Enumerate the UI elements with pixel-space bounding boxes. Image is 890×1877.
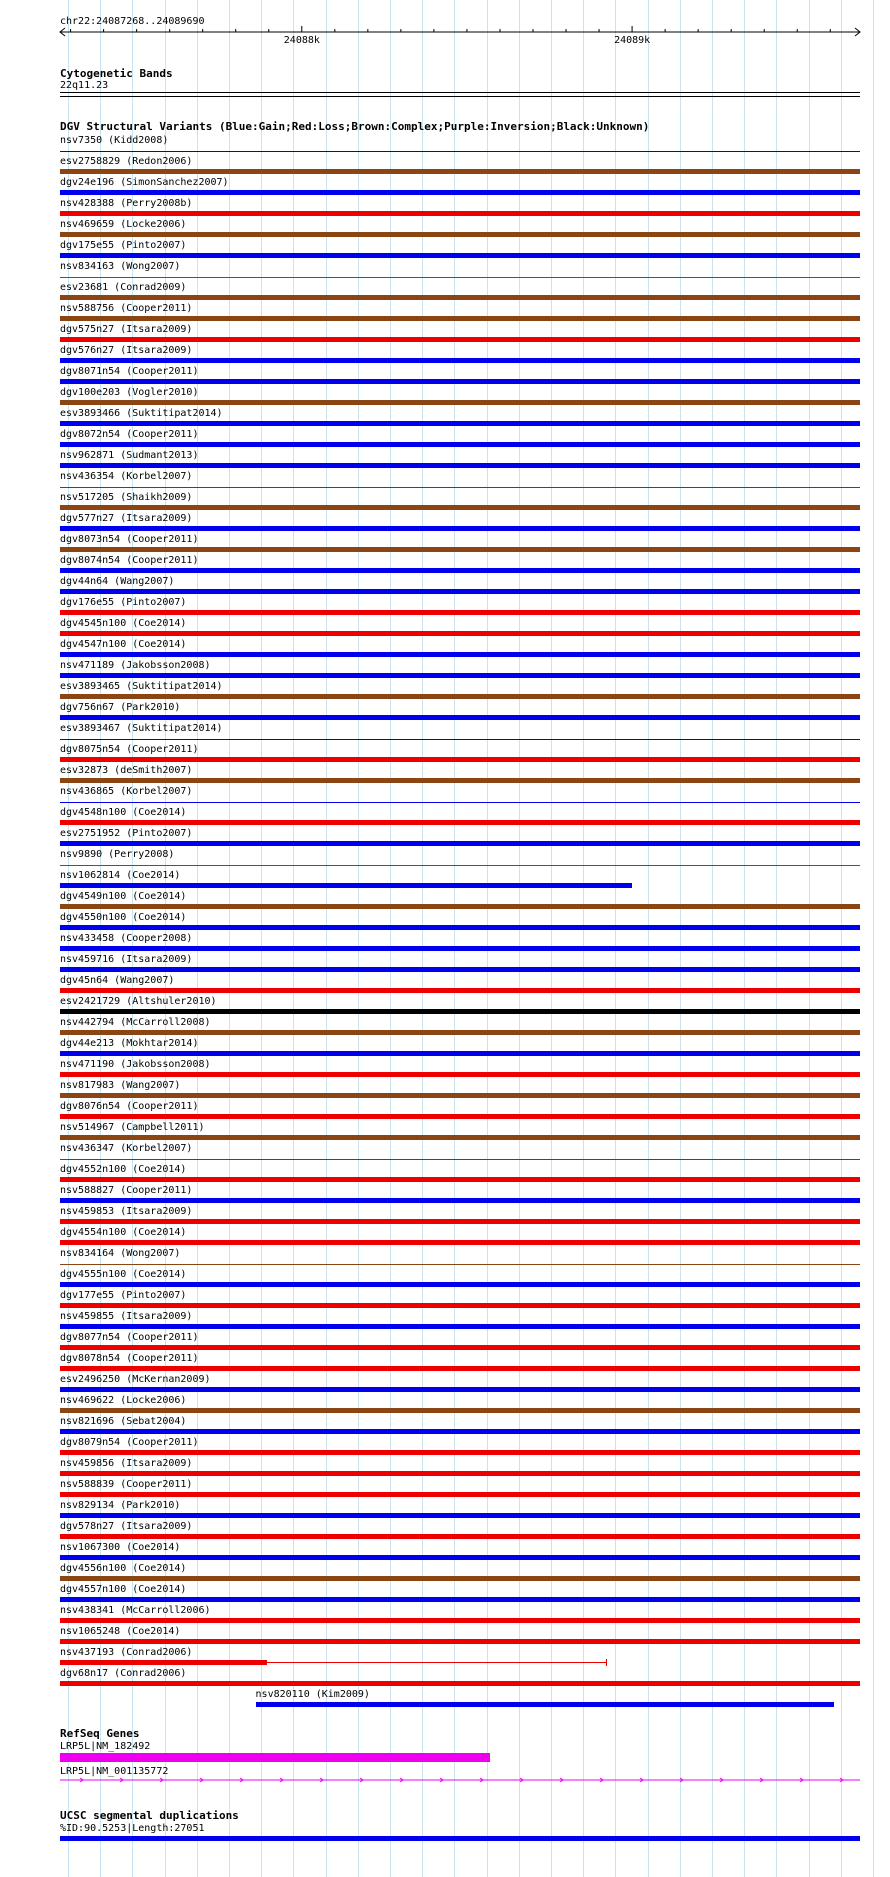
- variant-label[interactable]: dgv175e55 (Pinto2007): [60, 240, 187, 251]
- variant-label[interactable]: nsv1067300 (Coe2014): [60, 1542, 181, 1553]
- grid-line: [326, 0, 327, 1877]
- variant-bar[interactable]: [60, 925, 860, 930]
- variant-bar[interactable]: [60, 694, 860, 699]
- variant-label[interactable]: dgv8079n54 (Cooper2011): [60, 1437, 199, 1448]
- variant-bar[interactable]: [60, 1159, 860, 1160]
- variant-label[interactable]: nsv471190 (Jakobsson2008): [60, 1059, 211, 1070]
- grid-line: [197, 0, 198, 1877]
- refseq-gene-label[interactable]: LRP5L|NM_001135772: [60, 1766, 169, 1777]
- variant-label[interactable]: dgv8075n54 (Cooper2011): [60, 744, 199, 755]
- variant-bar[interactable]: [60, 967, 860, 972]
- variant-label[interactable]: nsv1065248 (Coe2014): [60, 1626, 181, 1637]
- segdup-label[interactable]: %ID:90.5253|Length:27051: [60, 1823, 205, 1834]
- grid-line: [712, 0, 713, 1877]
- grid-line: [422, 0, 423, 1877]
- variant-label[interactable]: esv2751952 (Pinto2007): [60, 828, 193, 839]
- grid-line: [454, 0, 455, 1877]
- variant-bar[interactable]: [60, 547, 860, 552]
- variant-bar[interactable]: [60, 1471, 860, 1476]
- variant-bar[interactable]: [60, 1240, 860, 1245]
- variant-bar[interactable]: [60, 1051, 860, 1056]
- variant-bar[interactable]: [60, 1534, 860, 1539]
- grid-line: [615, 0, 616, 1877]
- variant-label[interactable]: nsv834164 (Wong2007): [60, 1248, 181, 1259]
- refseq-gene-feature[interactable]: [60, 1753, 490, 1762]
- variant-bar[interactable]: [60, 802, 860, 803]
- variant-bar[interactable]: [60, 1282, 860, 1287]
- variant-label[interactable]: dgv8076n54 (Cooper2011): [60, 1101, 199, 1112]
- refseq-gene-label[interactable]: LRP5L|NM_182492: [60, 1741, 151, 1752]
- segdup-track-title: UCSC segmental duplications: [60, 1809, 239, 1822]
- variant-bar[interactable]: [60, 1324, 860, 1329]
- variant-label[interactable]: dgv577n27 (Itsara2009): [60, 513, 193, 524]
- variant-label[interactable]: dgv68n17 (Conrad2006): [60, 1668, 187, 1679]
- dgv-track-title: DGV Structural Variants (Blue:Gain;Red:Loss;Brown:Complex;Purple:Inversion;Black:Unknown): [60, 120, 650, 133]
- variant-label[interactable]: nsv817983 (Wang2007): [60, 1080, 181, 1091]
- variant-label[interactable]: nsv442794 (McCarroll2008): [60, 1017, 211, 1028]
- variant-label[interactable]: dgv8078n54 (Cooper2011): [60, 1353, 199, 1364]
- variant-bar[interactable]: [60, 190, 860, 195]
- variant-label[interactable]: dgv8073n54 (Cooper2011): [60, 534, 199, 545]
- variant-label[interactable]: nsv7350 (Kidd2008): [60, 135, 169, 146]
- variant-bar[interactable]: [60, 316, 860, 321]
- variant-bar[interactable]: [60, 757, 860, 762]
- variant-bar[interactable]: [60, 841, 860, 846]
- variant-label[interactable]: dgv100e203 (Vogler2010): [60, 387, 199, 398]
- grid-line: [293, 0, 294, 1877]
- variant-bar[interactable]: [60, 505, 860, 510]
- variant-bar[interactable]: [60, 1219, 860, 1224]
- variant-bar[interactable]: [60, 988, 860, 993]
- grid-line: [744, 0, 745, 1877]
- variant-label[interactable]: nsv1062814 (Coe2014): [60, 870, 181, 881]
- variant-bar[interactable]: [60, 739, 860, 740]
- grid-line: [390, 0, 391, 1877]
- variant-label[interactable]: nsv821696 (Sebat2004): [60, 1416, 187, 1427]
- variant-bar[interactable]: [60, 1030, 860, 1035]
- variant-bar[interactable]: [60, 1492, 860, 1497]
- variant-label[interactable]: nsv436354 (Korbel2007): [60, 471, 193, 482]
- variant-label[interactable]: dgv4552n100 (Coe2014): [60, 1164, 187, 1175]
- variant-bar[interactable]: [60, 778, 860, 783]
- variant-bar[interactable]: [60, 1513, 860, 1518]
- variant-label[interactable]: nsv438341 (McCarroll2006): [60, 1605, 211, 1616]
- ruler-tick-label: 24088k: [283, 35, 320, 46]
- variant-label[interactable]: dgv8077n54 (Cooper2011): [60, 1332, 199, 1343]
- variant-bar[interactable]: [60, 211, 860, 216]
- variant-label[interactable]: esv32873 (deSmith2007): [60, 765, 193, 776]
- variant-bar[interactable]: [60, 1093, 860, 1098]
- variant-label[interactable]: dgv4547n100 (Coe2014): [60, 639, 187, 650]
- variant-label[interactable]: dgv44e213 (Mokhtar2014): [60, 1038, 199, 1049]
- variant-label[interactable]: esv3893467 (Suktitipat2014): [60, 723, 223, 734]
- variant-bar[interactable]: [60, 1408, 860, 1413]
- variant-bar[interactable]: [60, 1072, 860, 1077]
- grid-line: [229, 0, 230, 1877]
- variant-bar[interactable]: [60, 1114, 860, 1119]
- variant-label[interactable]: nsv469659 (Locke2006): [60, 219, 187, 230]
- variant-label[interactable]: nsv9890 (Perry2008): [60, 849, 175, 860]
- variant-label[interactable]: dgv45n64 (Wang2007): [60, 975, 175, 986]
- variant-bar[interactable]: [60, 169, 860, 174]
- variant-label[interactable]: dgv576n27 (Itsara2009): [60, 345, 193, 356]
- variant-bar[interactable]: [60, 946, 860, 951]
- variant-bar[interactable]: [60, 1387, 860, 1392]
- variant-label[interactable]: dgv4556n100 (Coe2014): [60, 1563, 187, 1574]
- cytoband-line-bottom: [60, 96, 860, 97]
- cytoband-label: 22q11.23: [60, 80, 109, 91]
- variant-label[interactable]: esv2421729 (Altshuler2010): [60, 996, 217, 1007]
- variant-bar[interactable]: [60, 1597, 860, 1602]
- variant-bar[interactable]: [60, 820, 860, 825]
- variant-bar[interactable]: [60, 526, 860, 531]
- refseq-gene-feature[interactable]: [0, 1775, 890, 1785]
- variant-label[interactable]: nsv459855 (Itsara2009): [60, 1311, 193, 1322]
- variant-label[interactable]: dgv177e55 (Pinto2007): [60, 1290, 187, 1301]
- variant-bar[interactable]: [60, 883, 632, 888]
- variant-bar[interactable]: [60, 1345, 860, 1350]
- grid-line: [551, 0, 552, 1877]
- variant-label[interactable]: dgv44n64 (Wang2007): [60, 576, 175, 587]
- variant-label[interactable]: nsv962871 (Sudmant2013): [60, 450, 199, 461]
- variant-bar[interactable]: [60, 1555, 860, 1560]
- variant-bar[interactable]: [60, 1576, 860, 1581]
- variant-label[interactable]: nsv820110 (Kim2009): [255, 1689, 370, 1700]
- variant-label[interactable]: nsv437193 (Conrad2006): [60, 1647, 193, 1658]
- variant-bar[interactable]: [60, 253, 860, 258]
- variant-bar[interactable]: [60, 151, 860, 152]
- variant-bar[interactable]: [60, 1660, 267, 1665]
- variant-bar[interactable]: [60, 865, 860, 866]
- grid-line: [358, 0, 359, 1877]
- variant-bar[interactable]: [60, 715, 860, 720]
- variant-bar[interactable]: [60, 904, 860, 909]
- variant-bar[interactable]: [60, 631, 860, 636]
- variant-bar[interactable]: [60, 379, 860, 384]
- variant-label[interactable]: dgv176e55 (Pinto2007): [60, 597, 187, 608]
- variant-bar[interactable]: [60, 232, 860, 237]
- variant-label[interactable]: nsv517205 (Shaikh2009): [60, 492, 193, 503]
- variant-bar[interactable]: [60, 652, 860, 657]
- segdup-feature[interactable]: [60, 1836, 860, 1841]
- variant-bar[interactable]: [60, 487, 860, 488]
- variant-bar[interactable]: [60, 442, 860, 447]
- grid-line: [261, 0, 262, 1877]
- variant-end-cap: [606, 1659, 607, 1666]
- variant-bar[interactable]: [60, 358, 860, 363]
- variant-label[interactable]: nsv514967 (Campbell2011): [60, 1122, 205, 1133]
- variant-label[interactable]: esv2758829 (Redon2006): [60, 156, 193, 167]
- grid-line: [648, 0, 649, 1877]
- variant-label[interactable]: nsv433458 (Cooper2008): [60, 933, 193, 944]
- variant-bar[interactable]: [60, 337, 860, 342]
- variant-label[interactable]: esv23681 (Conrad2009): [60, 282, 187, 293]
- variant-label[interactable]: nsv459856 (Itsara2009): [60, 1458, 193, 1469]
- variant-bar[interactable]: [60, 568, 860, 573]
- grid-line: [487, 0, 488, 1877]
- variant-label[interactable]: dgv8072n54 (Cooper2011): [60, 429, 199, 440]
- variant-bar[interactable]: [60, 1177, 860, 1182]
- variant-label[interactable]: nsv834163 (Wong2007): [60, 261, 181, 272]
- variant-label[interactable]: nsv459853 (Itsara2009): [60, 1206, 193, 1217]
- coordinate-ruler: [0, 24, 890, 44]
- variant-bar[interactable]: [60, 1303, 860, 1308]
- variant-bar[interactable]: [60, 1135, 860, 1140]
- variant-bar[interactable]: [60, 673, 860, 678]
- variant-label[interactable]: dgv4548n100 (Coe2014): [60, 807, 187, 818]
- variant-label[interactable]: nsv588827 (Cooper2011): [60, 1185, 193, 1196]
- variant-label[interactable]: dgv8071n54 (Cooper2011): [60, 366, 199, 377]
- refseq-track-title: RefSeq Genes: [60, 1727, 140, 1740]
- variant-bar[interactable]: [60, 1618, 860, 1623]
- variant-bar[interactable]: [60, 1366, 860, 1371]
- variant-bar[interactable]: [60, 277, 860, 278]
- grid-line: [841, 0, 842, 1877]
- variant-label[interactable]: dgv575n27 (Itsara2009): [60, 324, 193, 335]
- variant-label[interactable]: nsv459716 (Itsara2009): [60, 954, 193, 965]
- variant-label[interactable]: nsv829134 (Park2010): [60, 1500, 181, 1511]
- variant-label[interactable]: nsv436865 (Korbel2007): [60, 786, 193, 797]
- variant-bar[interactable]: [60, 1450, 860, 1455]
- variant-label[interactable]: esv3893465 (Suktitipat2014): [60, 681, 223, 692]
- grid-line: [776, 0, 777, 1877]
- variant-label[interactable]: esv3893466 (Suktitipat2014): [60, 408, 223, 419]
- variant-thin-segment[interactable]: [267, 1662, 606, 1663]
- variant-label[interactable]: esv2496250 (McKernan2009): [60, 1374, 211, 1385]
- grid-line: [680, 0, 681, 1877]
- variant-label[interactable]: nsv436347 (Korbel2007): [60, 1143, 193, 1154]
- variant-bar[interactable]: [60, 1198, 860, 1203]
- grid-line: [583, 0, 584, 1877]
- variant-bar[interactable]: [60, 400, 860, 405]
- cytoband-track-title: Cytogenetic Bands: [60, 67, 173, 80]
- grid-line: [873, 0, 874, 1877]
- variant-label[interactable]: dgv4555n100 (Coe2014): [60, 1269, 187, 1280]
- variant-bar[interactable]: [60, 1639, 860, 1644]
- variant-label[interactable]: nsv471189 (Jakobsson2008): [60, 660, 211, 671]
- variant-label[interactable]: dgv4550n100 (Coe2014): [60, 912, 187, 923]
- cytoband-line-top: [60, 92, 860, 93]
- variant-bar[interactable]: [60, 1429, 860, 1434]
- variant-bar[interactable]: [256, 1702, 834, 1707]
- grid-line: [519, 0, 520, 1877]
- variant-label[interactable]: dgv4557n100 (Coe2014): [60, 1584, 187, 1595]
- variant-label[interactable]: dgv4545n100 (Coe2014): [60, 618, 187, 629]
- ruler-tick-label: 24089k: [614, 35, 651, 46]
- variant-bar[interactable]: [60, 1681, 860, 1686]
- variant-bar[interactable]: [60, 1264, 860, 1265]
- variant-bar[interactable]: [60, 1009, 860, 1014]
- ruler-range-label: chr22:24087268..24089690: [60, 16, 205, 27]
- variant-label[interactable]: dgv4554n100 (Coe2014): [60, 1227, 187, 1238]
- variant-bar[interactable]: [60, 463, 860, 468]
- variant-label[interactable]: dgv24e196 (SimonSanchez2007): [60, 177, 229, 188]
- variant-label[interactable]: nsv588839 (Cooper2011): [60, 1479, 193, 1490]
- variant-label[interactable]: dgv8074n54 (Cooper2011): [60, 555, 199, 566]
- variant-bar[interactable]: [60, 295, 860, 300]
- grid-line: [809, 0, 810, 1877]
- variant-bar[interactable]: [60, 610, 860, 615]
- variant-label[interactable]: nsv588756 (Cooper2011): [60, 303, 193, 314]
- variant-bar[interactable]: [60, 589, 860, 594]
- variant-label[interactable]: dgv4549n100 (Coe2014): [60, 891, 187, 902]
- variant-label[interactable]: nsv469622 (Locke2006): [60, 1395, 187, 1406]
- variant-label[interactable]: dgv578n27 (Itsara2009): [60, 1521, 193, 1532]
- variant-label[interactable]: dgv756n67 (Park2010): [60, 702, 181, 713]
- variant-bar[interactable]: [60, 421, 860, 426]
- variant-label[interactable]: nsv428388 (Perry2008b): [60, 198, 193, 209]
